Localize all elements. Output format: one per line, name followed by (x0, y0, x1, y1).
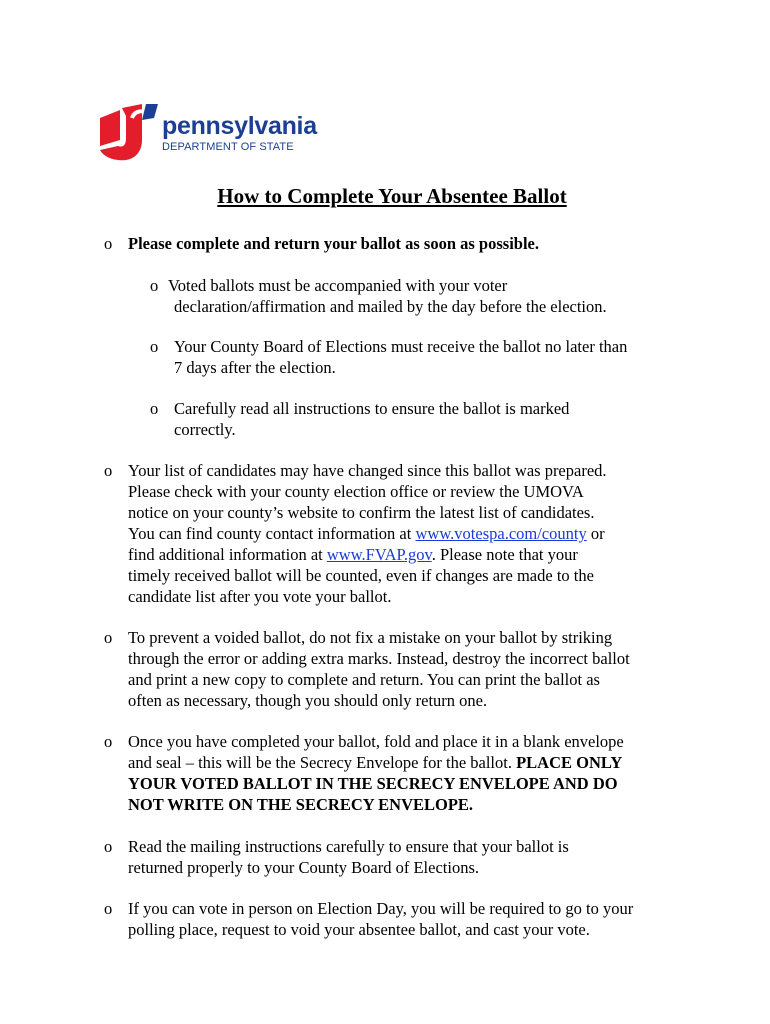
bullet-marker: o (150, 399, 159, 418)
bullet-line (128, 523, 605, 544)
emphasis-text: YOUR VOTED BALLOT IN THE SECRECY ENVELOPE AND DO (128, 774, 618, 793)
bullet-line: returned properly to your County Board of Elections. (128, 858, 480, 877)
bullet-line: notice on your county’s website to confirm the latest list of candidates. (128, 503, 595, 522)
bullet-line: Carefully read all instructions to ensure the ballot is marked (174, 399, 570, 418)
bullet-line: To prevent a voided ballot, do not fix a mistake on your ballot by striking (128, 628, 613, 647)
bullet-marker: o (104, 234, 113, 253)
emphasis-text: PLACE ONLY (516, 753, 623, 772)
bullet-marker: o (104, 732, 113, 751)
bullet-marker: o (150, 276, 159, 295)
bullet-marker: o (104, 837, 113, 856)
org-name: pennsylvania (162, 112, 317, 140)
org-subtitle: DEPARTMENT OF STATE (162, 141, 294, 153)
bullet-marker: o (104, 899, 113, 918)
bullet-line: correctly. (174, 420, 236, 439)
bullet-line: Your list of candidates may have changed since this ballot was prepared. (128, 461, 607, 480)
bullet-line: candidate list after you vote your ballot. (128, 587, 392, 606)
line-text: . Please note that your (431, 545, 578, 564)
bullet-line: declaration/affirmation and mailed by the day before the election. (174, 297, 607, 316)
bullet-marker: o (104, 628, 113, 647)
bullet-marker: o (104, 461, 113, 480)
bullet-line (128, 752, 622, 773)
bullet-line: Once you have completed your ballot, fold and place it in a blank envelope (128, 732, 624, 751)
line-text: You can find county contact information at (128, 524, 416, 543)
line-text: and seal – this will be the Secrecy Envelope for the ballot. (128, 753, 517, 772)
fvap-link[interactable]: www.FVAP.gov (326, 545, 432, 564)
page-title: How to Complete Your Absentee Ballot (217, 184, 567, 208)
bullet-line: polling place, request to void your absentee ballot, and cast your vote. (128, 920, 590, 939)
bullet-line: often as necessary, though you should only return one. (128, 691, 488, 710)
bullet-line: Voted ballots must be accompanied with your voter (168, 276, 508, 295)
bullet-line: Your County Board of Elections must receive the ballot no later than (174, 337, 628, 356)
logo-wordmark (162, 113, 317, 154)
emphasis-text: NOT WRITE ON THE SECRECY ENVELOPE. (128, 795, 474, 814)
bullet-line: timely received ballot will be counted, even if changes are made to the (128, 566, 594, 585)
bullet-line: and print a new copy to complete and return. You can print the ballot as (128, 670, 600, 689)
line-text: or (586, 524, 605, 543)
votespa-county-link[interactable]: www.votespa.com/county (415, 524, 587, 543)
line-text: find additional information at (128, 545, 327, 564)
bullet-line: Read the mailing instructions carefully to ensure that your ballot is (128, 837, 569, 856)
bullet-text: Please complete and return your ballot as soon as possible. (128, 234, 539, 253)
bullet-line: Please check with your county election office or review the UMOVA (128, 482, 584, 501)
bullet-marker: o (150, 337, 159, 356)
bullet-line: If you can vote in person on Election Day, you will be required to go to your (128, 899, 634, 918)
bullet-line (128, 544, 578, 565)
bullet-line: 7 days after the election. (174, 358, 336, 377)
pennsylvania-logo-icon (98, 104, 158, 162)
bullet-line: through the error or adding extra marks. Instead, destroy the incorrect ballot (128, 649, 630, 668)
